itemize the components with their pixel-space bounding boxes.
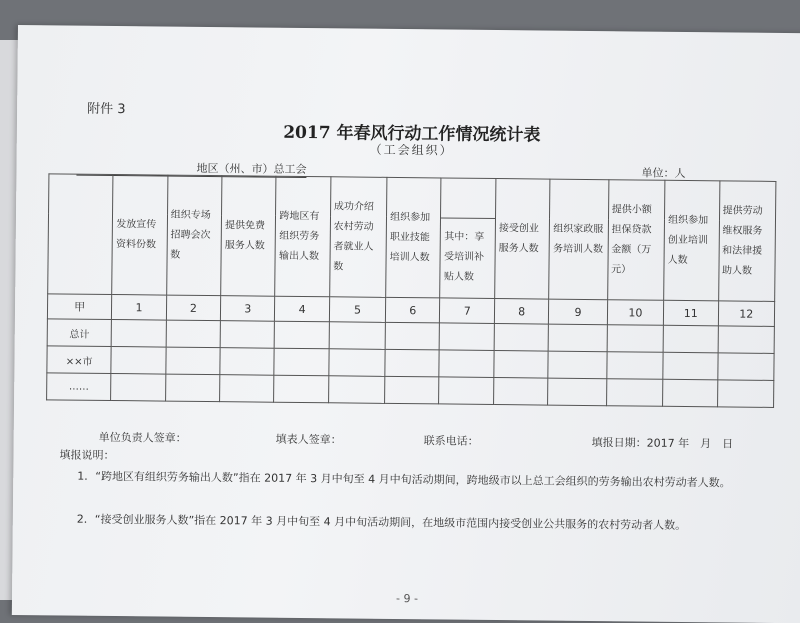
page-number: - 9 - bbox=[395, 591, 419, 606]
data-cell bbox=[274, 375, 329, 403]
data-cell bbox=[717, 353, 774, 381]
header-col-7-top bbox=[441, 178, 496, 218]
notes-title: 填报说明： bbox=[59, 448, 115, 463]
data-cell bbox=[274, 348, 329, 376]
region-label: 地区（州、市）总工会 bbox=[76, 159, 306, 178]
number-cell: 1 bbox=[112, 294, 167, 320]
number-cell: 8 bbox=[494, 299, 549, 325]
number-cell: 甲 bbox=[47, 294, 112, 320]
data-cell bbox=[607, 325, 664, 353]
number-cell: 9 bbox=[549, 299, 608, 325]
data-cell bbox=[385, 349, 440, 377]
data-cell bbox=[220, 321, 275, 349]
data-cell bbox=[385, 376, 440, 404]
header-col-6: 组织参加职业技能培训人数 bbox=[386, 177, 442, 298]
number-cell: 12 bbox=[718, 301, 775, 327]
signature-phone: 联系电话： bbox=[423, 434, 479, 448]
data-cell bbox=[166, 320, 221, 348]
number-cell: 7 bbox=[440, 298, 495, 324]
number-cell: 5 bbox=[329, 297, 386, 323]
attachment-label: 附件 3 bbox=[87, 101, 126, 118]
header-col-9: 组织家政服务培训人数 bbox=[549, 179, 609, 300]
statistics-table bbox=[46, 173, 776, 408]
number-cell: 6 bbox=[386, 297, 441, 323]
data-cell bbox=[111, 373, 166, 401]
data-cell bbox=[548, 378, 607, 406]
page-subtitle: （工会组织） bbox=[369, 142, 454, 158]
unit-label: 单位：人 bbox=[641, 166, 686, 180]
number-cell: 4 bbox=[275, 296, 330, 322]
data-cell bbox=[548, 324, 607, 352]
data-cell bbox=[439, 377, 494, 405]
signature-filler: 填表人签章： bbox=[275, 432, 342, 447]
header-col-10: 提供小额担保贷款金额（万元） bbox=[607, 180, 665, 301]
data-cell bbox=[275, 321, 330, 349]
row-label-city: ××市 bbox=[47, 346, 112, 374]
header-col-11: 组织参加创业培训人数 bbox=[664, 180, 720, 301]
document-page bbox=[12, 25, 800, 623]
data-cell bbox=[606, 352, 663, 380]
data-cell bbox=[439, 350, 494, 378]
data-cell bbox=[111, 319, 166, 347]
note-2: 2．“接受创业服务人数”指在 2017 年 3 月中旬至 4 月中旬活动期间，在地级市范围内接受创业公共服务的农村劳动者人数。 bbox=[76, 512, 687, 533]
header-col-12: 提供劳动维权服务和法律援助人数 bbox=[718, 181, 776, 302]
data-cell bbox=[220, 348, 275, 376]
header-col-4: 跨地区有组织劳务输出人数 bbox=[275, 176, 331, 297]
data-cell bbox=[385, 322, 440, 350]
data-cell bbox=[494, 351, 549, 379]
data-cell bbox=[548, 351, 607, 379]
header-empty bbox=[48, 174, 114, 295]
data-cell bbox=[663, 379, 718, 407]
header-col-1: 发放宣传资料份数 bbox=[112, 175, 168, 296]
header-col-5: 成功介绍农村劳动者就业人数 bbox=[329, 177, 387, 298]
data-cell bbox=[328, 376, 385, 404]
data-cell bbox=[494, 324, 549, 352]
data-cell bbox=[717, 380, 774, 408]
data-cell bbox=[165, 374, 220, 402]
signature-head: 单位负责人签章： bbox=[98, 430, 187, 445]
data-cell bbox=[329, 349, 386, 377]
data-cell bbox=[663, 352, 718, 380]
data-cell bbox=[220, 375, 275, 403]
note-1: 1．“跨地区有组织劳务输出人数”指在 2017 年 3 月中旬至 4 月中旬活动期间，跨地级市以上总工会组织的劳务输出农村劳动者人数。 bbox=[77, 469, 731, 490]
header-col-2: 组织专场招聘会次数 bbox=[166, 175, 222, 296]
data-cell bbox=[606, 379, 663, 407]
header-row bbox=[49, 174, 776, 221]
number-cell: 10 bbox=[607, 300, 664, 326]
page-title: 2017 年春风行动工作情况统计表 bbox=[283, 122, 541, 146]
data-cell bbox=[663, 325, 718, 353]
header-col-7: 其中：享受培训补贴人数 bbox=[440, 218, 495, 299]
data-cell bbox=[718, 326, 775, 354]
data-cell bbox=[166, 347, 221, 375]
number-cell: 2 bbox=[166, 295, 221, 321]
row-label-etc: …… bbox=[47, 373, 112, 401]
number-cell: 3 bbox=[220, 296, 275, 322]
row-label-total: 总计 bbox=[47, 319, 112, 347]
data-cell bbox=[329, 322, 386, 350]
header-col-3: 提供免费服务人数 bbox=[221, 176, 277, 297]
fill-date: 填报日期：2017 年 月 日 bbox=[591, 436, 734, 451]
number-cell: 11 bbox=[664, 300, 719, 326]
header-col-8: 接受创业服务人数 bbox=[495, 179, 551, 300]
data-cell bbox=[494, 378, 549, 406]
data-cell bbox=[440, 323, 495, 351]
data-cell bbox=[111, 346, 166, 374]
